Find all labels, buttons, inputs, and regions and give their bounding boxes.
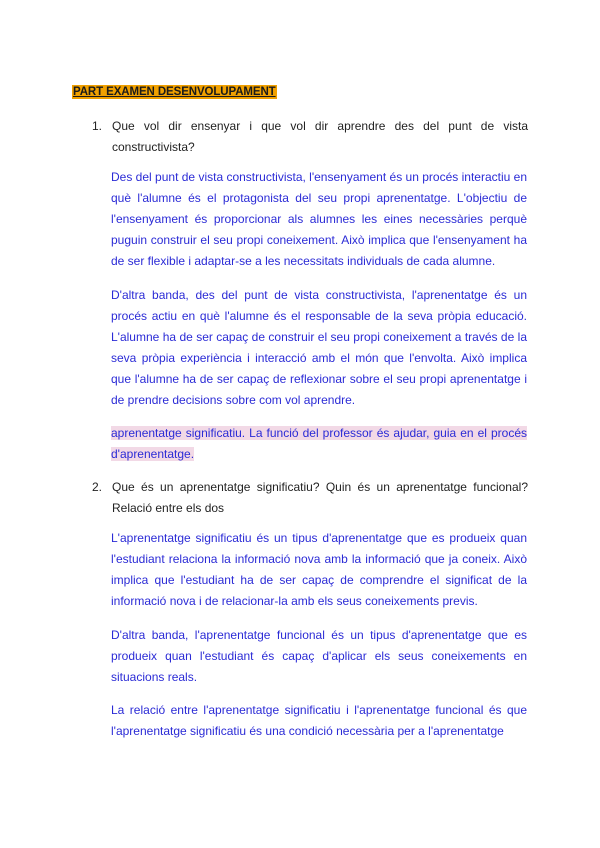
question-text: Que és un aprenentatge significatiu? Quin és un aprenentatge funcional? Relació entre els dos <box>112 480 528 515</box>
section-heading: PART EXAMEN DESENVOLUPAMENT <box>73 86 276 98</box>
answer-paragraph: D'altra banda, l'aprenentatge funcional és un tipus d'aprenentatge que es produeix quan l'estudiant és capaç d'aplicar els seus coneixements en situacions reals. <box>111 628 527 684</box>
question-number: 1. <box>92 119 103 133</box>
answer-paragraph: D'altra banda, des del punt de vista constructivista, l'aprenentatge és un procés actiu en què l'alumne és el responsable de la seva pròpia educació. L'alumne ha de ser capaç de construir el seu propi coneixement a través de la seva pròpia experiència i interacció amb el món que l'envolta. Això implica que l'alumne ha de ser capaç de reflexionar sobre el seu propi aprenentatge i de prendre decisions sobre com vol aprendre. <box>111 288 527 407</box>
highlighted-text: aprenentatge significatiu. La funció del professor és ajudar, guia en el procés d'aprenentatge. <box>111 426 527 461</box>
answer-paragraph: Des del punt de vista constructivista, l'ensenyament és un procés interactiu en què l'alumne és el protagonista del seu propi aprenentatge. L'objectiu de l'ensenyament és proporcionar als alumnes les eines necessàries perquè puguin construir el seu propi coneixement. Això implica que l'ensenyament ha de ser flexible i adaptar-se a les necessitats individuals de cada alumne. <box>111 170 527 268</box>
answer-paragraph: La relació entre l'aprenentatge significatiu i l'aprenentatge funcional és que l'aprenentatge significatiu és una condició necessària per a l'aprenentatge <box>111 703 527 738</box>
question-number: 2. <box>92 480 103 494</box>
highlighted-answer-paragraph <box>111 423 527 465</box>
answer-paragraph: L'aprenentatge significatiu és un tipus d'aprenentatge que es produeix quan l'estudiant relaciona la informació nova amb la informació que ja coneix. Això implica que l'estudiant ha de ser capaç de comprendre el significat de la informació nova i de relacionar-la amb els seus coneixements previs. <box>111 531 527 608</box>
question-text: Que vol dir ensenyar i que vol dir aprendre des del punt de vista constructivista? <box>112 119 528 154</box>
